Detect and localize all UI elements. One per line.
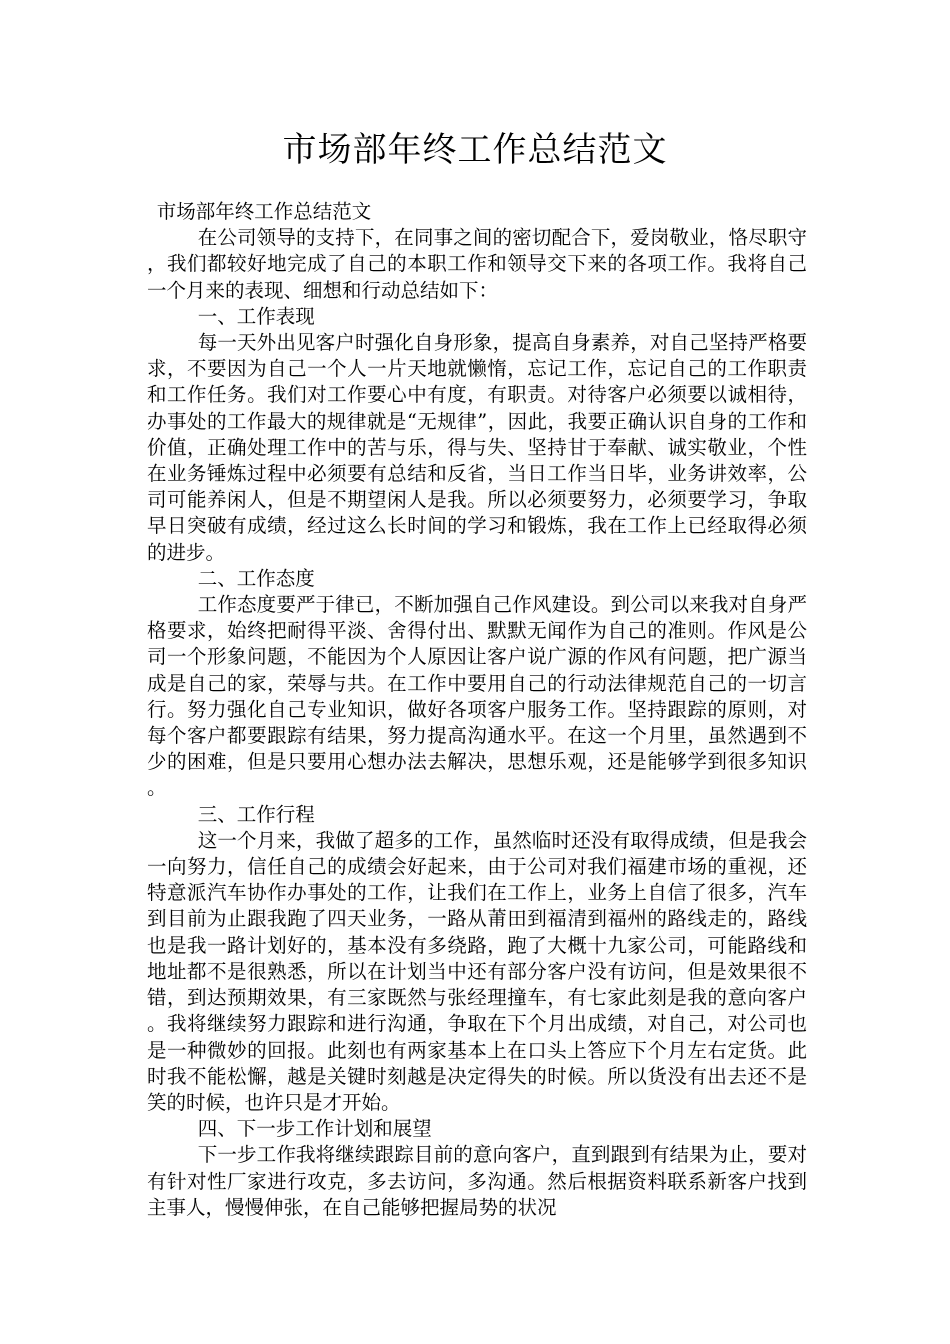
section-heading-work-attitude: 二、工作态度 (197, 566, 315, 590)
section-heading-work-performance: 一、工作表现 (197, 304, 315, 328)
work-attitude-paragraph: 工作态度要严于律已，不断加强自己作风建设。到公司以来我对自身严格要求，始终把耐得平淡、舍得付出、默默无闻作为自己的准则。作风是公司一个形象问题，不能因为个人原因让客户说广源的作风有问题，把广源当成是自己的家，荣辱与共。在工作中要用自己的行动法律规范自己的一切言行。努力强化自己专业知识，做好各项客户服务工作。坚持跟踪的原则，对每个客户都要跟踪有结果，努力提高沟通水平。在这一个月里，虽然遇到不少的困难，但是只要用心想办法去解决，思想乐观，还是能够学到很多知识。 (147, 593, 807, 800)
section-heading-next-plan: 四、下一步工作计划和展望 (197, 1117, 432, 1141)
intro-paragraph: 在公司领导的支持下，在同事之间的密切配合下，爱岗敬业，恪尽职守，我们都较好地完成了自己的本职工作和领导交下来的各项工作。我将自己一个月来的表现、细想和行动总结如下： (147, 226, 807, 302)
document-body (147, 199, 807, 1221)
document-title: 市场部年终工作总结范文 (282, 130, 668, 170)
document-subtitle: 市场部年终工作总结范文 (156, 200, 372, 223)
section-heading-work-itinerary: 三、工作行程 (197, 802, 315, 826)
work-itinerary-paragraph: 这一个月来，我做了超多的工作，虽然临时还没有取得成绩，但是我会一向努力，信任自己的成绩会好起来，由于公司对我们福建市场的重视，还特意派汽车协作办事处的工作，让我们在工作上，业务上自信了很多，汽车到目前为止跟我跑了四天业务，一路从莆田到福清到福州的路线走的，路线也是我一路计划好的，基本没有多绕路，跑了大概十九家公司，可能路线和地址都不是很熟悉，所以在计划当中还有部分客户没有访问，但是效果很不错，到达预期效果，有三家既然与张经理撞车，有七家此刻是我的意向客户。我将继续努力跟踪和进行沟通，争取在下个月出成绩，对自己，对公司也是一种微妙的回报。此刻也有两家基本上在口头上答应下个月左右定货。此时我不能松懈，越是关键时刻越是决定得失的时候。所以货没有出去还不是笑的时候，也许只是才开始。 (147, 828, 807, 1114)
work-performance-paragraph: 每一天外出见客户时强化自身形象，提高自身素养，对自己坚持严格要求，不要因为自己一个人一片天地就懒惰，忘记工作，忘记自己的工作职责和工作任务。我们对工作要心中有度，有职责。对待客户必须要以诚相待，办事处的工作最大的规律就是“无规律”，因此，我要正确认识自身的工作和价值，正确处理工作中的苦与乐，得与失、坚持甘于奉献、诚实敬业，个性在业务锤炼过程中必须要有总结和反省，当日工作当日毕，业务讲效率，公司可能养闲人，但是不期望闲人是我。所以必须要努力，必须要学习，争取早日突破有成绩，经过这么长时间的学习和锻炼，我在工作上已经取得必须的进步。 (147, 331, 807, 564)
next-plan-paragraph: 下一步工作我将继续跟踪目前的意向客户，直到跟到有结果为止，要对有针对性厂家进行攻克，多去访问，多沟通。然后根据资料联系新客户找到主事人，慢慢伸张，在自己能够把握局势的状况 (147, 1143, 807, 1219)
